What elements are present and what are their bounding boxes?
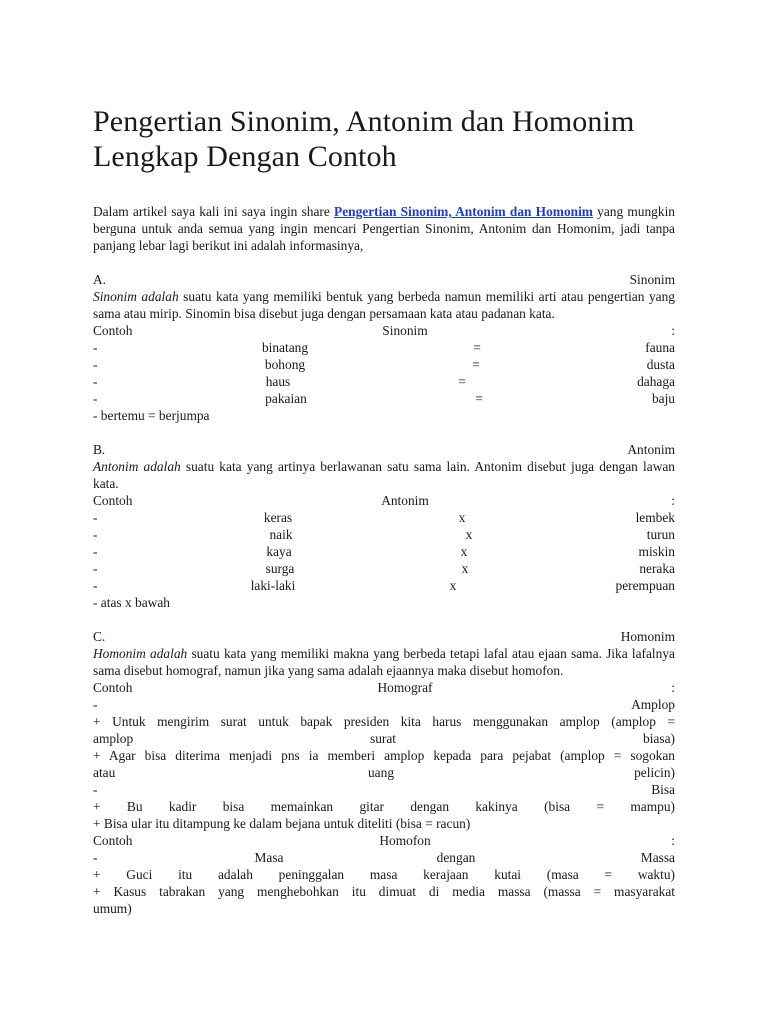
example-word: biasa): [643, 731, 675, 746]
list-item: [93, 543, 675, 560]
section-heading-antonim: [93, 441, 675, 458]
contoh-type: Sinonim: [382, 323, 428, 338]
homograf-word-bisa: [93, 781, 675, 798]
example-sentence-cont: [93, 730, 675, 747]
item-word: pakaian: [265, 391, 307, 406]
item-conjunction: dengan: [436, 850, 476, 865]
definition-term: Homonim adalah: [93, 646, 188, 661]
example-sentence: + Bu kadir bisa memainkan gitar dengan kakinya (bisa = mampu): [93, 799, 675, 814]
item-operator: x: [465, 527, 473, 542]
item-dash: -: [93, 527, 98, 542]
definition-text: suatu kata yang artinya berlawanan satu sama lain. Antonim disebut juga dengan lawan kata.: [93, 459, 676, 491]
list-item: [93, 509, 675, 526]
section-letter: A.: [93, 272, 107, 287]
item-dash: -: [93, 340, 98, 355]
item-operator: =: [475, 391, 483, 406]
contoh-colon: :: [671, 493, 675, 508]
section-letter: C.: [93, 629, 106, 644]
section-heading-sinonim: [93, 271, 675, 288]
contoh-type: Homograf: [377, 680, 433, 695]
homograf-word-amplop: [93, 696, 675, 713]
item-pair: turun: [646, 527, 675, 542]
section-title: Sinonim: [629, 272, 675, 287]
article-link[interactable]: Pengertian Sinonim, Antonim dan Homonim: [334, 204, 593, 219]
definition-text: suatu kata yang memiliki makna yang berbeda tetapi lafal atau ejaan sama. Jika lafalnya sama disebut homograf, namun jika yang sama adalah ejaannya maka disebut homofon.: [93, 646, 675, 678]
item-dash: -: [93, 374, 98, 389]
item-dash: -: [93, 544, 98, 559]
list-item: [93, 339, 675, 356]
definition-sinonim: [93, 288, 675, 322]
item-pair: perempuan: [615, 578, 675, 593]
item-dash: -: [93, 391, 98, 406]
list-item: [93, 390, 675, 407]
page-title: Pengertian Sinonim, Antonim dan Homonim Lengkap Dengan Contoh: [93, 105, 635, 173]
example-sentence-cont: [93, 764, 675, 781]
item-pair: dusta: [646, 357, 675, 372]
example-word: uang: [367, 765, 395, 780]
item-word: Amplop: [631, 697, 675, 712]
item-pair: fauna: [645, 340, 675, 355]
item-word: keras: [263, 510, 293, 525]
definition-antonim: [93, 458, 675, 492]
example-sentence-cont: umum): [93, 901, 132, 916]
item-pair: neraka: [639, 561, 675, 576]
item-word: surga: [265, 561, 295, 576]
section-title: Antonim: [627, 442, 675, 457]
contoh-header: [93, 492, 675, 509]
item-word: haus: [265, 374, 291, 389]
item-dash: -: [93, 697, 98, 712]
list-item-last: - atas x bawah: [93, 595, 170, 610]
item-dash: -: [93, 561, 98, 576]
example-word: pelicin): [634, 765, 675, 780]
item-dash: -: [93, 510, 98, 525]
contoh-label: Contoh: [93, 323, 133, 338]
section-title: Homonim: [620, 629, 675, 644]
section-letter: B.: [93, 442, 106, 457]
item-pair: Massa: [640, 850, 675, 865]
example-word: atau: [93, 765, 116, 780]
item-dash: -: [93, 357, 98, 372]
list-item: [93, 577, 675, 594]
list-item: [93, 373, 675, 390]
list-item: [93, 526, 675, 543]
example-sentence: + Agar bisa diterima menjadi pns ia memberi amplop kepada para pejabat (amplop = sogokan: [93, 748, 675, 763]
example-sentence: + Untuk mengirim surat untuk bapak presiden kita harus menggunakan amplop (amplop =: [93, 714, 675, 729]
item-operator: =: [473, 340, 481, 355]
item-dash: -: [93, 782, 98, 797]
contoh-colon: :: [671, 323, 675, 338]
item-word: naik: [269, 527, 293, 542]
item-word: bohong: [264, 357, 306, 372]
contoh-label: Contoh: [93, 493, 133, 508]
example-sentence: + Guci itu adalah peninggalan masa kerajaan kutai (masa = waktu): [93, 867, 675, 882]
definition-term: Sinonim adalah: [93, 289, 179, 304]
list-item-last: - bertemu = berjumpa: [93, 408, 210, 423]
item-pair: miskin: [638, 544, 675, 559]
example-word: amplop: [93, 731, 134, 746]
item-operator: x: [458, 510, 466, 525]
definition-homonim: [93, 645, 675, 679]
contoh-colon: :: [671, 833, 675, 848]
contoh-header: [93, 679, 675, 696]
contoh-header: [93, 322, 675, 339]
item-operator: =: [458, 374, 466, 389]
homofon-pair: [93, 849, 675, 866]
definition-term: Antonim adalah: [93, 459, 181, 474]
article: [93, 104, 675, 917]
item-pair: lembek: [635, 510, 675, 525]
item-word: laki-laki: [250, 578, 296, 593]
intro-text-start: Dalam artikel saya kali ini saya ingin share: [93, 204, 335, 219]
item-word: Masa: [254, 850, 284, 865]
contoh-label: Contoh: [93, 680, 133, 695]
contoh-colon: :: [671, 680, 675, 695]
intro-paragraph: [93, 203, 675, 254]
list-item: [93, 356, 675, 373]
item-word: kaya: [266, 544, 292, 559]
item-operator: x: [460, 544, 468, 559]
item-pair: dahaga: [637, 374, 675, 389]
item-word: Bisa: [651, 782, 675, 797]
item-operator: =: [472, 357, 480, 372]
example-sentence: + Bisa ular itu ditampung ke dalam bejana untuk diteliti (bisa = racun): [93, 816, 471, 831]
contoh-header: [93, 832, 675, 849]
contoh-type: Antonim: [381, 493, 429, 508]
example-sentence: + Kasus tabrakan yang menghebohkan itu dimuat di media massa (massa = masyarakat: [93, 884, 675, 899]
contoh-type: Homofon: [379, 833, 431, 848]
item-word: binatang: [261, 340, 309, 355]
example-word: surat: [369, 731, 397, 746]
item-dash: -: [93, 578, 98, 593]
item-dash: -: [93, 850, 98, 865]
item-pair: baju: [651, 391, 675, 406]
section-heading-homonim: [93, 628, 675, 645]
item-operator: x: [461, 561, 469, 576]
contoh-label: Contoh: [93, 833, 133, 848]
list-item: [93, 560, 675, 577]
item-operator: x: [449, 578, 457, 593]
definition-text: suatu kata yang memiliki bentuk yang berbeda namun memiliki arti atau pengertian yang sama atau mirip. Sinomin bisa disebut juga dengan persamaan kata atau padanan kata.: [93, 289, 675, 321]
intro-text-end: yang mungkin berguna untuk anda semua yang ingin mencari Pengertian Sinonim, Antonim dan Homonim, jadi tanpa panjang lebar lagi berikut ini adalah informasinya,: [93, 204, 675, 253]
